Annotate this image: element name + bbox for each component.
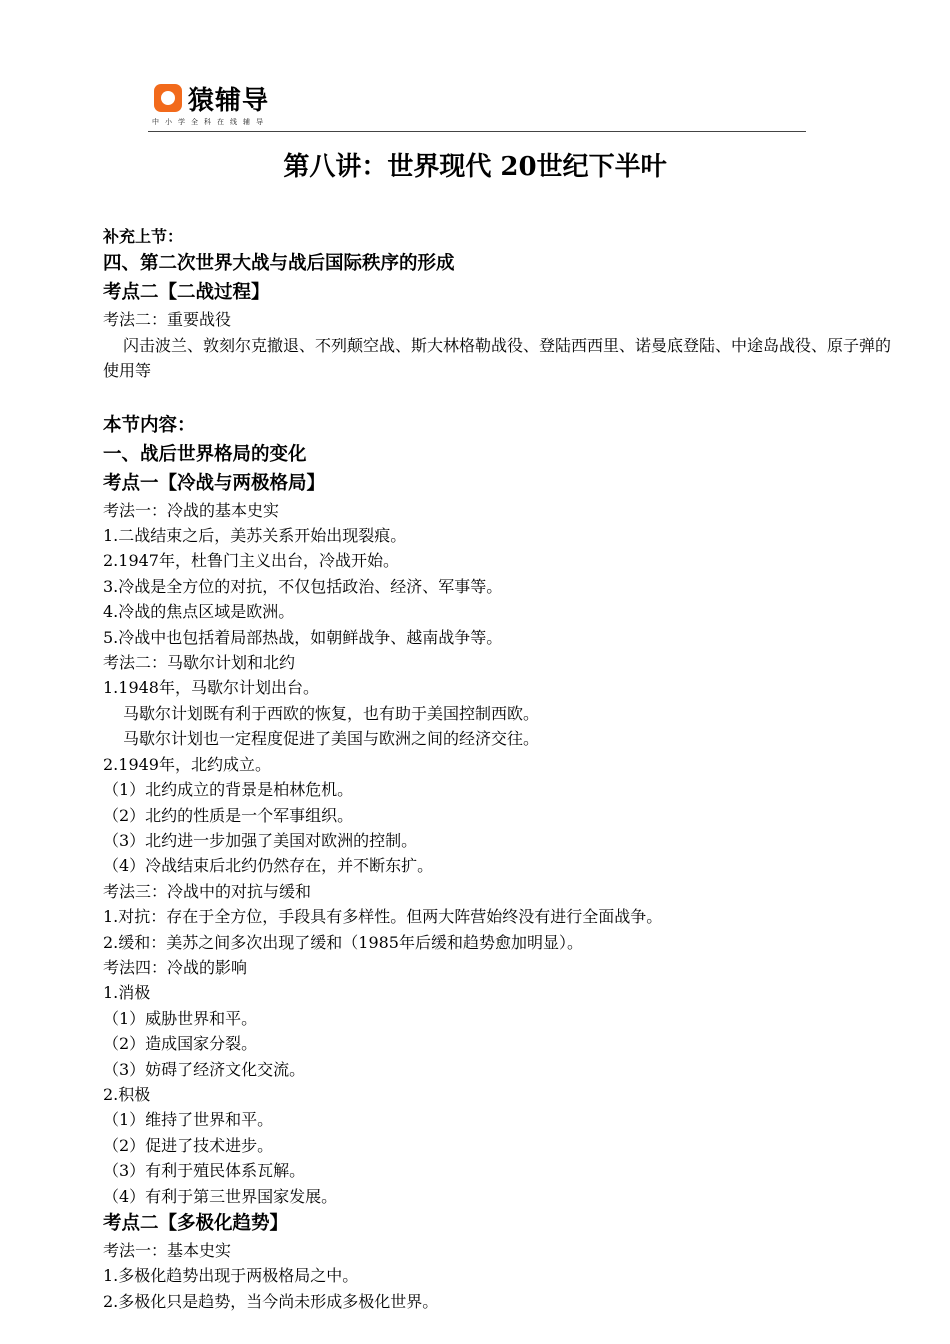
list-item: （4）有利于第三世界国家发展。	[103, 1186, 338, 1206]
brand-name: 猿辅导	[188, 86, 270, 116]
list-item: （2）北约的性质是一个军事组织。	[103, 805, 354, 825]
yuanfudao-logo-icon	[154, 84, 182, 112]
list-item: 4.冷战的焦点区域是欧洲。	[103, 602, 295, 622]
list-item: 2.1947年，杜鲁门主义出台，冷战开始。	[103, 551, 399, 571]
list-item: 2.多极化只是趋势，当今尚未形成多极化世界。	[103, 1291, 439, 1311]
list-item: （4）冷战结束后北约仍然存在，并不断东扩。	[103, 856, 434, 876]
list-item: 1.消极	[103, 983, 151, 1003]
current-section-heading: 一、战后世界格局的变化	[103, 443, 307, 465]
header-divider	[148, 131, 806, 132]
prev-paragraph: 闪击波兰、敦刻尔克撤退、不列颠空战、斯大林格勒战役、登陆西西里、诺曼底登陆、中途岛战役、原子弹的使用等	[103, 335, 892, 381]
point2-heading: 考点二【多极化趋势】	[103, 1213, 289, 1234]
document-body	[103, 224, 893, 1314]
list-item: 1.对抗：存在于全方位，手段具有多样性。但两大阵营始终没有进行全面战争。	[103, 907, 663, 927]
method-4: 考法四：冷战的影响	[103, 957, 248, 977]
page-header	[148, 76, 806, 132]
list-item: 2.积极	[103, 1084, 151, 1104]
list-item: 马歇尔计划既有利于西欧的恢复，也有助于美国控制西欧。	[123, 703, 540, 723]
list-item: （2）造成国家分裂。	[103, 1034, 258, 1054]
list-item: （1）维持了世界和平。	[103, 1110, 274, 1130]
list-item: （3）有利于殖民体系瓦解。	[103, 1161, 306, 1181]
section-gap	[103, 384, 893, 411]
list-item: 2.缓和：美苏之间多次出现了缓和（1985年后缓和趋势愈加明显）。	[103, 932, 583, 952]
point1-heading: 考点一【冷战与两极格局】	[103, 472, 326, 494]
current-label: 本节内容：	[103, 414, 196, 436]
list-item: （3）北约进一步加强了美国对欧洲的控制。	[103, 830, 418, 850]
method-1: 考法一：冷战的基本史实	[103, 500, 280, 520]
list-item: 马歇尔计划也一定程度促进了美国与欧洲之间的经济交往。	[123, 729, 540, 749]
prev-method: 考法二：重要战役	[103, 310, 232, 330]
prev-point-heading: 考点二【二战过程】	[103, 282, 270, 304]
list-item: （1）北约成立的背景是柏林危机。	[103, 780, 354, 800]
point2-method-1: 考法一：基本史实	[103, 1241, 232, 1260]
list-item: （2）促进了技术进步。	[103, 1135, 274, 1155]
prev-section-heading: 四、第二次世界大战与战后国际秩序的形成	[103, 253, 455, 275]
page-title: 第八讲：世界现代 20世纪下半叶	[283, 152, 667, 182]
list-item: 3.冷战是全方位的对抗，不仅包括政治、经济、军事等。	[103, 576, 503, 596]
brand-tagline: 中小学全科在线辅导	[152, 118, 269, 126]
prev-label: 补充上节：	[103, 227, 184, 246]
list-item: 1.1948年，马歇尔计划出台。	[103, 678, 319, 698]
list-item: 1.二战结束之后，美苏关系开始出现裂痕。	[103, 526, 407, 546]
list-item: 5.冷战中也包括着局部热战，如朝鲜战争、越南战争等。	[103, 627, 503, 647]
list-item: 1.多极化趋势出现于两极格局之中。	[103, 1266, 359, 1286]
list-item: （1）威胁世界和平。	[103, 1008, 258, 1028]
list-item: 2.1949年，北约成立。	[103, 754, 271, 774]
method-2: 考法二：马歇尔计划和北约	[103, 653, 296, 673]
list-item: （3）妨碍了经济文化交流。	[103, 1059, 306, 1079]
method-3: 考法三：冷战中的对抗与缓和	[103, 881, 312, 901]
